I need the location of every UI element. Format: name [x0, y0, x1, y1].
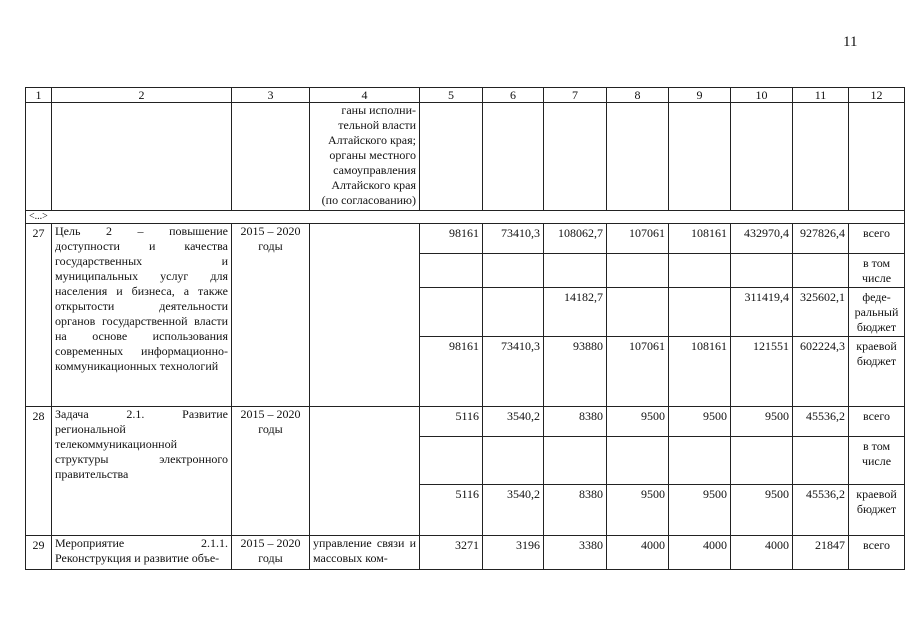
budget-label: в том числе	[849, 437, 905, 485]
separator-cell: <...>	[26, 211, 905, 224]
budget-label: краевой бюджет	[849, 337, 905, 407]
value-cell: 3196	[483, 536, 544, 570]
value-cell: 3380	[544, 536, 607, 570]
value-cell: 3540,2	[483, 485, 544, 536]
header-cell: 3	[232, 88, 310, 103]
header-cell: 11	[793, 88, 849, 103]
value-cell: 108062,7	[544, 224, 607, 254]
value-cell: 14182,7	[544, 288, 607, 337]
header-cell: 8	[607, 88, 669, 103]
value-cell: 311419,4	[731, 288, 793, 337]
agency-line: Алтайского края	[331, 178, 416, 192]
value-cell: 4000	[669, 536, 731, 570]
value-cell: 602224,3	[793, 337, 849, 407]
value-cell: 3271	[420, 536, 483, 570]
value-cell: 9500	[731, 407, 793, 437]
budget-label: всего	[849, 536, 905, 570]
value-cell: 9500	[669, 407, 731, 437]
value-cell: 927826,4	[793, 224, 849, 254]
row-description: Мероприятие 2.1.1. Реконструкция и развитие объе-	[52, 536, 232, 570]
value-cell: 9500	[607, 407, 669, 437]
value-cell: 8380	[544, 485, 607, 536]
agency-line: Алтайского края;	[328, 133, 416, 147]
value-cell: 108161	[669, 337, 731, 407]
value-cell: 45536,2	[793, 407, 849, 437]
value-cell: 432970,4	[731, 224, 793, 254]
value-cell: 45536,2	[793, 485, 849, 536]
header-cell: 12	[849, 88, 905, 103]
row-agency: управление связи и массовых ком-	[310, 536, 420, 570]
agency-line: тельной власти	[338, 118, 416, 132]
budget-label: феде- ральный бюджет	[849, 288, 905, 337]
table-row-continued	[26, 103, 905, 211]
value-cell: 4000	[607, 536, 669, 570]
budget-label: всего	[849, 224, 905, 254]
row-period: 2015 – 2020 годы	[232, 536, 310, 570]
row-number: 28	[26, 407, 52, 536]
value-cell: 121551	[731, 337, 793, 407]
header-cell: 7	[544, 88, 607, 103]
value-cell: 4000	[731, 536, 793, 570]
page-number: 11	[843, 34, 858, 50]
row-description: Цель 2 – повышение доступности и качества государственных и муниципальных услуг для населения и бизнеса, а также открытости деятельности органов государственной власти на основе использования современных информационно-коммуникационных технологий	[52, 224, 232, 407]
value-cell: 5116	[420, 485, 483, 536]
value-cell: 3540,2	[483, 407, 544, 437]
header-cell: 10	[731, 88, 793, 103]
value-cell: 108161	[669, 224, 731, 254]
agency-line: органы местного	[329, 148, 416, 162]
value-cell: 9500	[731, 485, 793, 536]
row-period: 2015 – 2020 годы	[232, 224, 310, 407]
header-row	[26, 88, 905, 103]
budget-label: всего	[849, 407, 905, 437]
header-cell: 6	[483, 88, 544, 103]
agency-line: ганы исполни-	[341, 103, 416, 117]
budget-table	[25, 87, 905, 570]
value-cell: 21847	[793, 536, 849, 570]
value-cell: 9500	[669, 485, 731, 536]
table-row	[26, 407, 905, 437]
table-row	[26, 536, 905, 570]
value-cell: 9500	[607, 485, 669, 536]
row-period: 2015 – 2020 годы	[232, 407, 310, 536]
agency-cell	[310, 103, 420, 211]
budget-label: краевой бюджет	[849, 485, 905, 536]
row-number: 27	[26, 224, 52, 407]
row-description: Задача 2.1. Развитие региональной телекоммуникационной структуры электронного правительства	[52, 407, 232, 536]
header-cell: 1	[26, 88, 52, 103]
value-cell: 325602,1	[793, 288, 849, 337]
value-cell: 73410,3	[483, 337, 544, 407]
header-cell: 2	[52, 88, 232, 103]
header-cell: 5	[420, 88, 483, 103]
header-cell: 4	[310, 88, 420, 103]
row-number: 29	[26, 536, 52, 570]
agency-line: самоуправления	[333, 163, 416, 177]
value-cell: 107061	[607, 337, 669, 407]
agency-line: (по согласованию)	[321, 193, 416, 207]
header-cell: 9	[669, 88, 731, 103]
value-cell: 93880	[544, 337, 607, 407]
value-cell: 8380	[544, 407, 607, 437]
separator-row	[26, 211, 905, 224]
row-agency	[310, 224, 420, 407]
table-row	[26, 224, 905, 254]
value-cell: 107061	[607, 224, 669, 254]
budget-label: в том числе	[849, 254, 905, 288]
value-cell: 5116	[420, 407, 483, 437]
value-cell: 98161	[420, 224, 483, 254]
value-cell: 98161	[420, 337, 483, 407]
value-cell: 73410,3	[483, 224, 544, 254]
row-agency	[310, 407, 420, 536]
